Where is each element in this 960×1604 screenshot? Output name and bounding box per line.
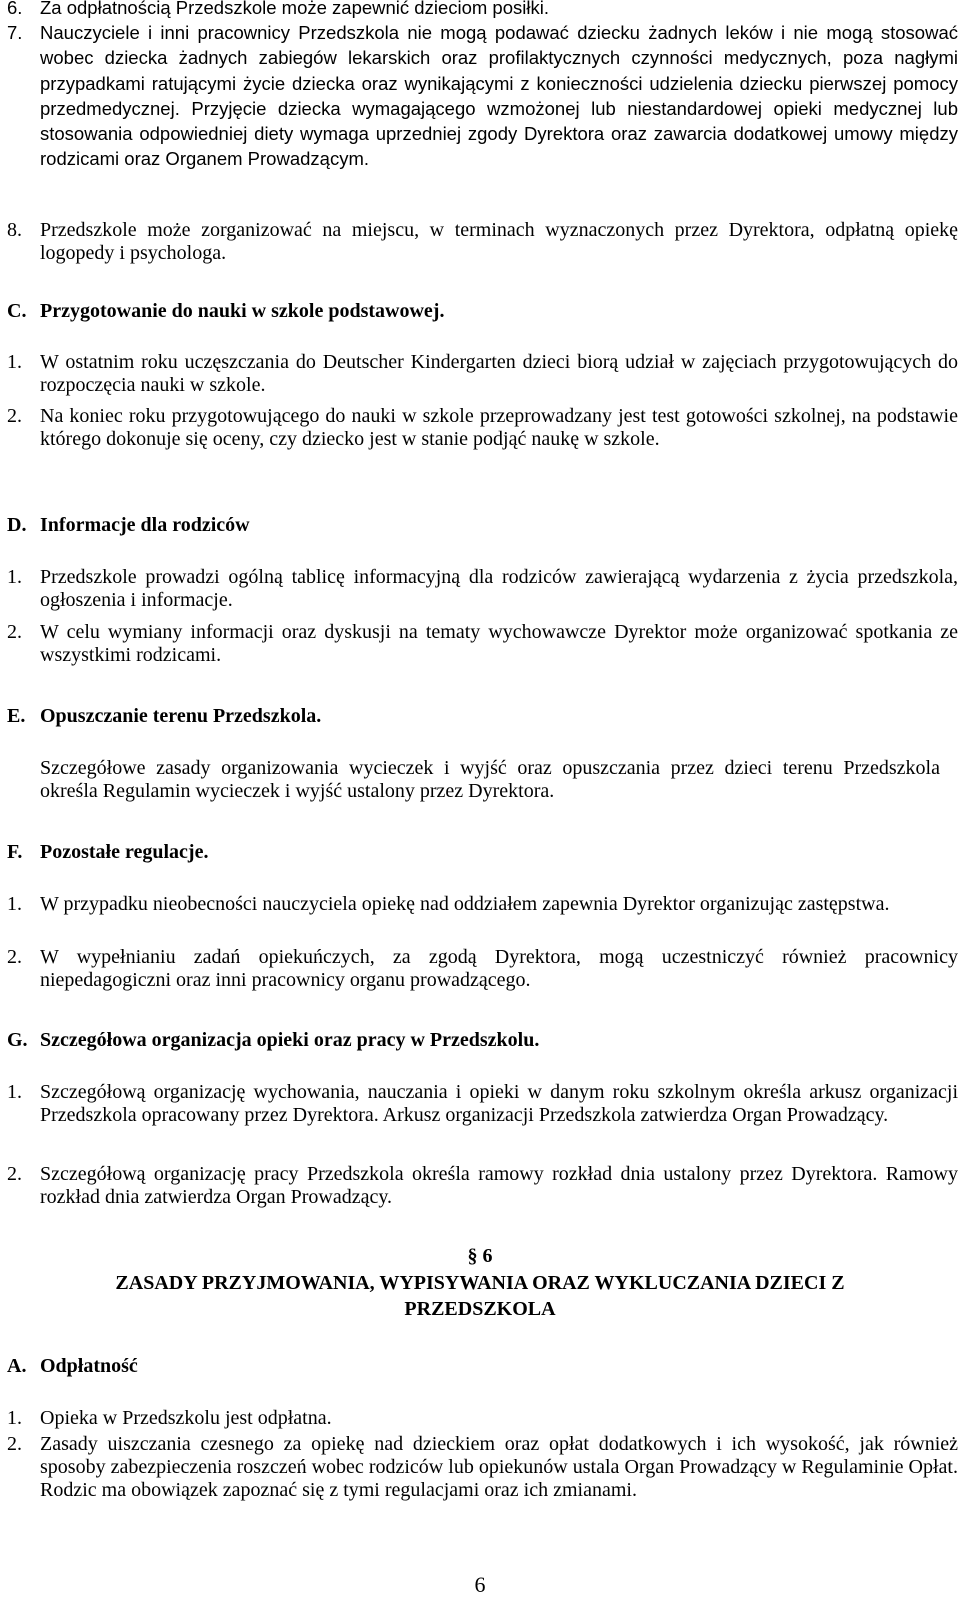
item-text: Przedszkole prowadzi ogólną tablicę informacyjną dla rodziców zawierającą wydarzenia z życia przedszkola, ogłoszenia i informacje. (40, 566, 958, 611)
item-number: 1. (7, 351, 22, 373)
item-number: 7. (7, 22, 23, 43)
section-heading-d: D. Informacje dla rodziców (7, 514, 250, 536)
item-number: 2. (7, 1433, 22, 1455)
chapter-title: ZASADY PRZYJMOWANIA, WYPISYWANIA ORAZ WYKLUCZANIA DZIECI Z PRZEDSZKOLA (115, 1272, 845, 1320)
list-item (0, 351, 958, 397)
section-heading-f: F. Pozostałe regulacje. (7, 841, 209, 863)
list-item (0, 219, 958, 265)
list-item (0, 893, 958, 916)
item-number: 1. (7, 1407, 22, 1429)
section-paragraph: Szczegółowe zasady organizowania wycieczek i wyjść oraz opuszczania przez dzieci terenu Przedszkola określa Regulamin wycieczek i wyjść ustalony przez Dyrektora. (40, 757, 940, 802)
item-number: 6. (7, 0, 23, 18)
item-text: W przypadku nieobecności nauczyciela opiekę nad oddziałem zapewnia Dyrektor organizując zastępstwa. (40, 893, 890, 915)
section-heading-g: G. Szczegółowa organizacja opieki oraz pracy w Przedszkolu. (7, 1029, 540, 1051)
item-text: Zasady uiszczania czesnego za opiekę nad dzieckiem oraz opłat dodatkowych i ich wysokość, jak również sposoby zabezpieczenia roszczeń wobec rodziców lub opiekunów ustala Organ Prowadzący w Regulaminie Opłat. Rodzic ma obowiązek zapoznać się z tymi regulacjami oraz ich zmianami. (40, 1433, 958, 1501)
item-number: 1. (7, 893, 22, 915)
list-item (0, 621, 958, 667)
item-text: Szczegółową organizację wychowania, nauczania i opieki w danym roku szkolnym określa arkusz organizacji Przedszkola opracowany przez Dyrektora. Arkusz organizacji Przedszkola zatwierdza Organ Prowadzący. (40, 1081, 958, 1126)
item-number: 2. (7, 946, 22, 968)
item-text: Opieka w Przedszkolu jest odpłatna. (40, 1407, 332, 1429)
list-item (0, 1433, 958, 1502)
item-number: 8. (7, 219, 22, 241)
list-item (0, 1081, 958, 1127)
item-text: W ostatnim roku uczęszczania do Deutscher Kindergarten dzieci biorą udział w zajęciach przygotowujących do rozpoczęcia nauki w szkole. (40, 351, 958, 396)
list-item (0, 1163, 958, 1209)
item-text: Nauczyciele i inni pracownicy Przedszkola nie mogą podawać dziecku żadnych leków i nie mogą stosować wobec dziecka żadnych zabiegów lekarskich oraz profilaktycznych czynności medycznych, poza nagłymi przypadkami ratującymi życie dziecka oraz wynikającymi z konieczności udzielenia dziecku pierwszej pomocy przedmedycznej. Przyjęcie dziecka wymagającego wzmożonej lub niestandardowej opieki medycznej lub stosowania odpowiedniej diety wymaga uprzedniej zgody Dyrektora oraz zawarcia dodatkowej umowy między rodzicami oraz Organem Prowadzącym. (40, 22, 958, 170)
item-text: Za odpłatnością Przedszkole może zapewnić dzieciom posiłki. (40, 0, 549, 18)
item-number: 2. (7, 621, 22, 643)
item-text: W wypełnianiu zadań opiekuńczych, za zgodą Dyrektora, mogą uczestniczyć również pracownicy niepedagogiczni oraz inni pracownicy organu prowadzącego. (40, 946, 958, 991)
section-heading-e: E. Opuszczanie terenu Przedszkola. (7, 705, 322, 727)
item-number: 2. (7, 1163, 22, 1185)
section-heading-a: A. Odpłatność (7, 1355, 138, 1377)
page-number: 6 (474, 1572, 486, 1597)
item-text: Szczegółową organizację pracy Przedszkola określa ramowy rozkład dnia ustalony przez Dyrektora. Ramowy rozkład dnia zatwierdza Organ Prowadzący. (40, 1163, 958, 1208)
item-text: W celu wymiany informacji oraz dyskusji na tematy wychowawcze Dyrektor może organizować spotkania ze wszystkimi rodzicami. (40, 621, 958, 666)
list-item (0, 1407, 958, 1430)
section-heading-c: C. Przygotowanie do nauki w szkole podstawowej. (7, 300, 445, 322)
item-number: 2. (7, 405, 22, 427)
item-number: 1. (7, 566, 22, 588)
chapter-symbol: § 6 (467, 1245, 493, 1267)
item-text: Przedszkole może zorganizować na miejscu, w terminach wyznaczonych przez Dyrektora, odpłatną opiekę logopedy i psychologa. (40, 219, 958, 264)
list-item (0, 946, 958, 992)
list-item (0, 405, 958, 451)
list-item (0, 20, 958, 172)
item-number: 1. (7, 1081, 22, 1103)
list-item (0, 0, 958, 20)
list-item (0, 566, 958, 612)
item-text: Na koniec roku przygotowującego do nauki w szkole przeprowadzany jest test gotowości szkolnej, na podstawie którego dokonuje się oceny, czy dziecko jest w stanie podjąć naukę w szkole. (40, 405, 958, 450)
